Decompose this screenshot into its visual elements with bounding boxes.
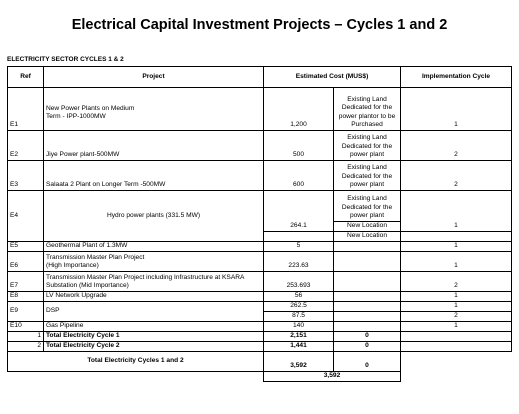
- cost-cell: 600: [264, 161, 334, 191]
- total-other: 0: [334, 332, 401, 342]
- cost-cell: 253.693: [264, 272, 334, 292]
- total-row: [8, 352, 512, 372]
- project-line: Term - IPP-1000MW: [46, 113, 106, 121]
- cost-cell: 223.63: [264, 252, 334, 272]
- note-cell-empty: [334, 322, 401, 332]
- total-label: Total Electricity Cycle 1: [44, 332, 264, 342]
- table-row: [8, 302, 512, 312]
- note-cell: New Location: [334, 232, 401, 242]
- project-line: New Power Plants on Medium: [46, 104, 135, 112]
- total-other: 0: [334, 342, 401, 352]
- cycle-cell: 1: [401, 88, 512, 131]
- cycle-cell: 2: [401, 312, 512, 322]
- note-cell: New Location: [334, 222, 401, 232]
- cost-cell-empty: [264, 191, 334, 222]
- cost-cell: 140: [264, 322, 334, 332]
- note-cell-empty: [334, 292, 401, 302]
- cost-cell: 87.5: [264, 312, 334, 322]
- ref-cell: E7: [8, 272, 44, 292]
- cost-cell: 500: [264, 131, 334, 161]
- total-cost: 3,592: [264, 352, 334, 372]
- total-cost: 1,441: [264, 342, 334, 352]
- ref-cell: E4: [8, 191, 44, 242]
- cost-cell: 5: [264, 242, 334, 252]
- project-line: Transmission Master Plan Project including Infrastructure at KSARA: [46, 273, 245, 281]
- cycle-cell: 1: [401, 252, 512, 272]
- note-cell-empty: [334, 312, 401, 322]
- table-row: [8, 131, 512, 161]
- project-cell: [44, 88, 264, 131]
- cost-cell: 264.1: [264, 222, 334, 232]
- ref-cell: E5: [8, 242, 44, 252]
- total-empty: [401, 332, 512, 342]
- project-cell: Salaata 2 Plant on Longer Term -500MW: [44, 161, 264, 191]
- table-row: [8, 252, 512, 272]
- cycle-cell: 2: [401, 272, 512, 292]
- cost-cell: 1,200: [264, 88, 334, 131]
- table-header-row: [8, 67, 512, 88]
- table-row: [8, 272, 512, 292]
- project-line: (High Importance): [46, 262, 99, 270]
- ref-cell: E6: [8, 252, 44, 272]
- project-cell: Hydro power plants (331.5 MW): [44, 191, 264, 242]
- cost-cell-empty: [264, 232, 334, 242]
- note-cell: Existing Land Dedicated for the power plant: [334, 191, 401, 222]
- header-implementation: Implementation Cycle: [401, 67, 512, 88]
- project-line: Substation (Mid Importance): [46, 282, 129, 290]
- cycle-cell: 2: [401, 161, 512, 191]
- note-cell: Existing Land Dedicated for the power plant: [334, 131, 401, 161]
- grand-total-value: 3,592: [264, 372, 401, 382]
- project-cell: [44, 272, 264, 292]
- header-project: Project: [44, 67, 264, 88]
- cost-cell: 56: [264, 292, 334, 302]
- ref-cell: E1: [8, 88, 44, 131]
- grand-total-empty: [8, 372, 264, 382]
- table-row: [8, 88, 512, 131]
- grand-total-row: [8, 372, 512, 382]
- page-title: Electrical Capital Investment Projects – Cycles 1 and 2: [71, 17, 448, 33]
- cost-cell: 262.5: [264, 302, 334, 312]
- table-row: [8, 161, 512, 191]
- note-cell-empty: [334, 302, 401, 312]
- ref-cell: E9: [8, 302, 44, 322]
- cycle-cell-empty: [401, 191, 512, 222]
- cycle-cell: 1: [401, 322, 512, 332]
- cycle-cell: 1: [401, 302, 512, 312]
- table-row: [8, 242, 512, 252]
- cycle-cell-empty: [401, 232, 512, 242]
- note-cell-empty: [334, 272, 401, 292]
- project-cell: [44, 252, 264, 272]
- note-cell-empty: [334, 252, 401, 272]
- project-cell: LV Network Upgrade: [44, 292, 264, 302]
- cycle-cell: 1: [401, 242, 512, 252]
- projects-table: [7, 66, 512, 382]
- header-cost: Estimated Cost (MUS$): [264, 67, 401, 88]
- ref-cell: E8: [8, 292, 44, 302]
- note-cell: Existing Land Dedicated for the power plant: [334, 161, 401, 191]
- cycle-cell: 2: [401, 131, 512, 161]
- total-empty: [401, 342, 512, 352]
- project-line: Transmission Master Plan Project: [46, 253, 145, 261]
- cycle-cell: 1: [401, 292, 512, 302]
- total-cost: 2,151: [264, 332, 334, 342]
- section-subtitle: ELECTRICITY SECTOR CYCLES 1 & 2: [7, 56, 124, 63]
- total-empty: [401, 352, 512, 372]
- total-number: 2: [8, 342, 44, 352]
- total-label: Total Electricity Cycle 2: [44, 342, 264, 352]
- table-row: [8, 191, 512, 222]
- header-ref: Ref: [8, 67, 44, 88]
- table-row: [8, 292, 512, 302]
- ref-cell: E10: [8, 322, 44, 332]
- total-number: 1: [8, 332, 44, 342]
- table-row: [8, 322, 512, 332]
- note-cell-empty: [334, 242, 401, 252]
- ref-cell: E3: [8, 161, 44, 191]
- project-cell: Jiye Power plant-500MW: [44, 131, 264, 161]
- total-row: [8, 342, 512, 352]
- note-cell: Existing Land Dedicated for the power plantor to be Purchased: [334, 88, 401, 131]
- total-label: Total Electricity Cycles 1 and 2: [8, 352, 264, 372]
- total-row: [8, 332, 512, 342]
- total-other: 0: [334, 352, 401, 372]
- grand-total-empty: [401, 372, 512, 382]
- project-cell: DSP: [44, 302, 264, 322]
- ref-cell: E2: [8, 131, 44, 161]
- project-cell: Gas Pipeline: [44, 322, 264, 332]
- cycle-cell: 1: [401, 222, 512, 232]
- project-cell: Geothermal Plant of 1.3MW: [44, 242, 264, 252]
